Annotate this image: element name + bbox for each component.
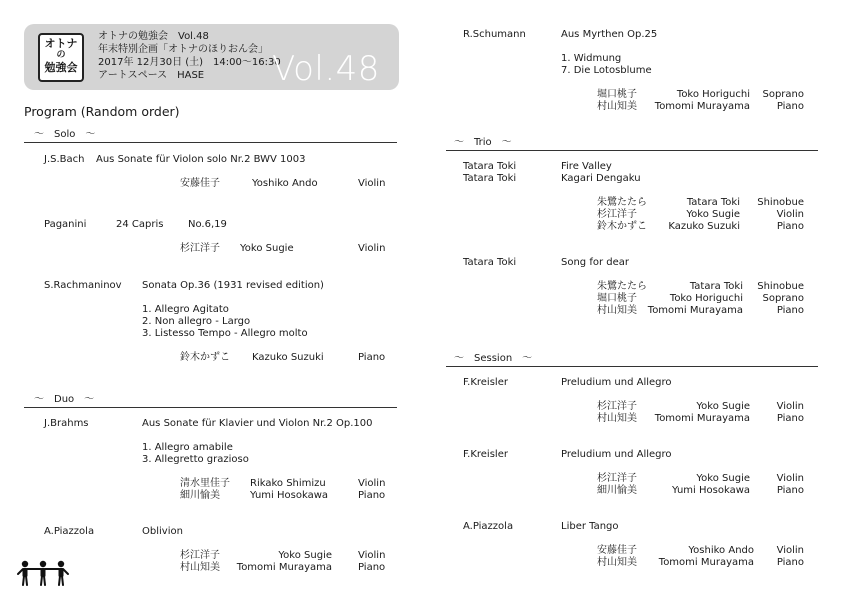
composer: J.S.Bach <box>44 154 85 165</box>
performer-instrument: Piano <box>776 485 804 496</box>
section-session-label: ～ Session ～ <box>454 353 533 364</box>
performer-instrument: Shinobue <box>757 281 804 292</box>
composer: Paganini <box>44 219 87 230</box>
performer-jp: 清水里佳子 <box>180 478 230 489</box>
performer-jp: 杉江洋子 <box>597 401 637 412</box>
performer-jp: 堀口桃子 <box>597 293 637 304</box>
performer-instrument: Violin <box>358 178 386 189</box>
piece-title: Fire Valley <box>561 161 612 172</box>
logo-line1: オトナ <box>44 37 78 50</box>
piece-title: 24 Capris <box>116 219 164 230</box>
three-people-icon <box>16 560 70 586</box>
performer-jp: 村山知美 <box>597 557 637 568</box>
composer: A.Piazzola <box>44 526 95 537</box>
performer-jp: 杉江洋子 <box>180 243 220 254</box>
performer-en: Yoshiko Ando <box>688 545 754 556</box>
performer-jp: 杉江洋子 <box>180 550 220 561</box>
performer-instrument: Violin <box>358 243 386 254</box>
program-title: Program (Random order) <box>24 104 180 119</box>
performer-en: Yumi Hosokawa <box>671 485 750 496</box>
performer-jp: 朱鷺たたら <box>597 197 647 208</box>
piece-title: Aus Sonate für Violon solo Nr.2 BWV 1003 <box>96 154 306 165</box>
performer-jp: 村山知美 <box>597 305 637 316</box>
section-duo-label: ～ Duo ～ <box>34 394 95 405</box>
performer-instrument: Piano <box>776 557 804 568</box>
performer-en: Toko Horiguchi <box>669 293 743 304</box>
logo-line2: の <box>56 50 66 60</box>
movement: 1. Allegro Agitato <box>142 304 229 315</box>
performer-en: Yoko Sugie <box>696 401 750 412</box>
logo-line3: 勉強会 <box>44 61 78 74</box>
performer-en: Yumi Hosokawa <box>250 490 329 501</box>
performer-jp: 朱鷺たたら <box>597 281 647 292</box>
movement: 7. Die Lotosblume <box>561 65 652 76</box>
performer-instrument: Soprano <box>762 89 804 100</box>
performer-jp: 鈴木かずこ <box>180 352 230 363</box>
composer: R.Schumann <box>463 29 526 40</box>
composer: F.Kreisler <box>463 449 508 460</box>
composer: Tatara Toki <box>463 161 517 172</box>
header-info-1: オトナの勉強会 Vol.48 <box>98 31 209 42</box>
section-trio-rule <box>446 150 818 151</box>
piece-number: No.6,19 <box>188 219 227 230</box>
performer-instrument: Violin <box>776 473 804 484</box>
performer-instrument: Violin <box>358 550 386 561</box>
performer-instrument: Piano <box>776 305 804 316</box>
performer-jp: 細川愉美 <box>180 490 220 501</box>
movement: 3. Listesso Tempo - Allegro molto <box>142 328 308 339</box>
movement: 1. Allegro amabile <box>142 442 233 453</box>
performer-jp: 村山知美 <box>597 413 637 424</box>
piece-title: Aus Sonate für Klavier und Violon Nr.2 Op.100 <box>142 418 373 429</box>
performer-en: Rikako Shimizu <box>250 478 326 489</box>
section-solo-label: ～ Solo ～ <box>34 129 96 140</box>
movement: 2. Non allegro - Largo <box>142 316 251 327</box>
performer-en: Yoko Sugie <box>240 243 294 254</box>
performer-en: Yoko Sugie <box>686 209 740 220</box>
piece-title: Song for dear <box>561 257 629 268</box>
piece-title: Liber Tango <box>561 521 619 532</box>
performer-instrument: Violin <box>358 478 386 489</box>
performer-jp: 鈴木かずこ <box>597 221 647 232</box>
section-duo-rule <box>24 407 397 408</box>
movement: 3. Allegretto grazioso <box>142 454 249 465</box>
performer-en: Yoko Sugie <box>696 473 750 484</box>
performer-jp: 堀口桃子 <box>597 89 637 100</box>
performer-jp: 安藤佳子 <box>597 545 637 556</box>
section-session-rule <box>446 366 818 367</box>
performer-instrument: Shinobue <box>757 197 804 208</box>
performer-en: Tomomi Murayama <box>654 413 750 424</box>
piece-title: Preludium und Allegro <box>561 449 672 460</box>
composer: Tatara Toki <box>463 257 517 268</box>
header-info-2: 年末特別企画「オトナのほりおん会」 <box>98 44 268 55</box>
piece-title: Oblivion <box>142 526 183 537</box>
performer-jp: 安藤佳子 <box>180 178 220 189</box>
performer-en: Yoko Sugie <box>278 550 332 561</box>
performer-en: Kazuko Suzuki <box>252 352 324 363</box>
piece-title: Sonata Op.36 (1931 revised edition) <box>142 280 324 291</box>
performer-jp: 杉江洋子 <box>597 473 637 484</box>
logo <box>38 33 84 82</box>
performer-instrument: Piano <box>776 413 804 424</box>
performer-jp: 村山知美 <box>180 562 220 573</box>
performer-instrument: Piano <box>358 352 386 363</box>
performer-instrument: Piano <box>358 562 386 573</box>
performer-instrument: Piano <box>776 221 804 232</box>
performer-instrument: Violin <box>776 401 804 412</box>
performer-en: Toko Horiguchi <box>676 89 750 100</box>
piece-title: Preludium und Allegro <box>561 377 672 388</box>
composer: S.Rachmaninov <box>44 280 122 291</box>
composer: A.Piazzola <box>463 521 514 532</box>
performer-en: Kazuko Suzuki <box>668 221 740 232</box>
header-info-4: アートスペース HASE <box>98 70 205 81</box>
section-trio-label: ～ Trio ～ <box>454 137 512 148</box>
performer-en: Yoshiko Ando <box>252 178 318 189</box>
composer: J.Brahms <box>44 418 89 429</box>
section-solo-rule <box>24 142 397 143</box>
performer-instrument: Violin <box>776 209 804 220</box>
piece-title: Aus Myrthen Op.25 <box>561 29 658 40</box>
volume-number: Vol.48 <box>272 49 380 89</box>
performer-en: Tomomi Murayama <box>658 557 754 568</box>
piece-title: Kagari Dengaku <box>561 173 641 184</box>
performer-instrument: Piano <box>776 101 804 112</box>
performer-en: Tomomi Murayama <box>654 101 750 112</box>
movement: 1. Widmung <box>561 53 622 64</box>
performer-jp: 細川愉美 <box>597 485 637 496</box>
composer: F.Kreisler <box>463 377 508 388</box>
performer-jp: 杉江洋子 <box>597 209 637 220</box>
performer-instrument: Soprano <box>762 293 804 304</box>
performer-instrument: Violin <box>776 545 804 556</box>
performer-en: Tomomi Murayama <box>647 305 743 316</box>
performer-jp: 村山知美 <box>597 101 637 112</box>
header-info-3: 2017年 12月30日 (土) 14:00〜16:30 <box>98 57 281 68</box>
performer-en: Tatara Toki <box>689 281 743 292</box>
performer-en: Tatara Toki <box>686 197 740 208</box>
composer: Tatara Toki <box>463 173 517 184</box>
performer-instrument: Piano <box>358 490 386 501</box>
performer-en: Tomomi Murayama <box>236 562 332 573</box>
